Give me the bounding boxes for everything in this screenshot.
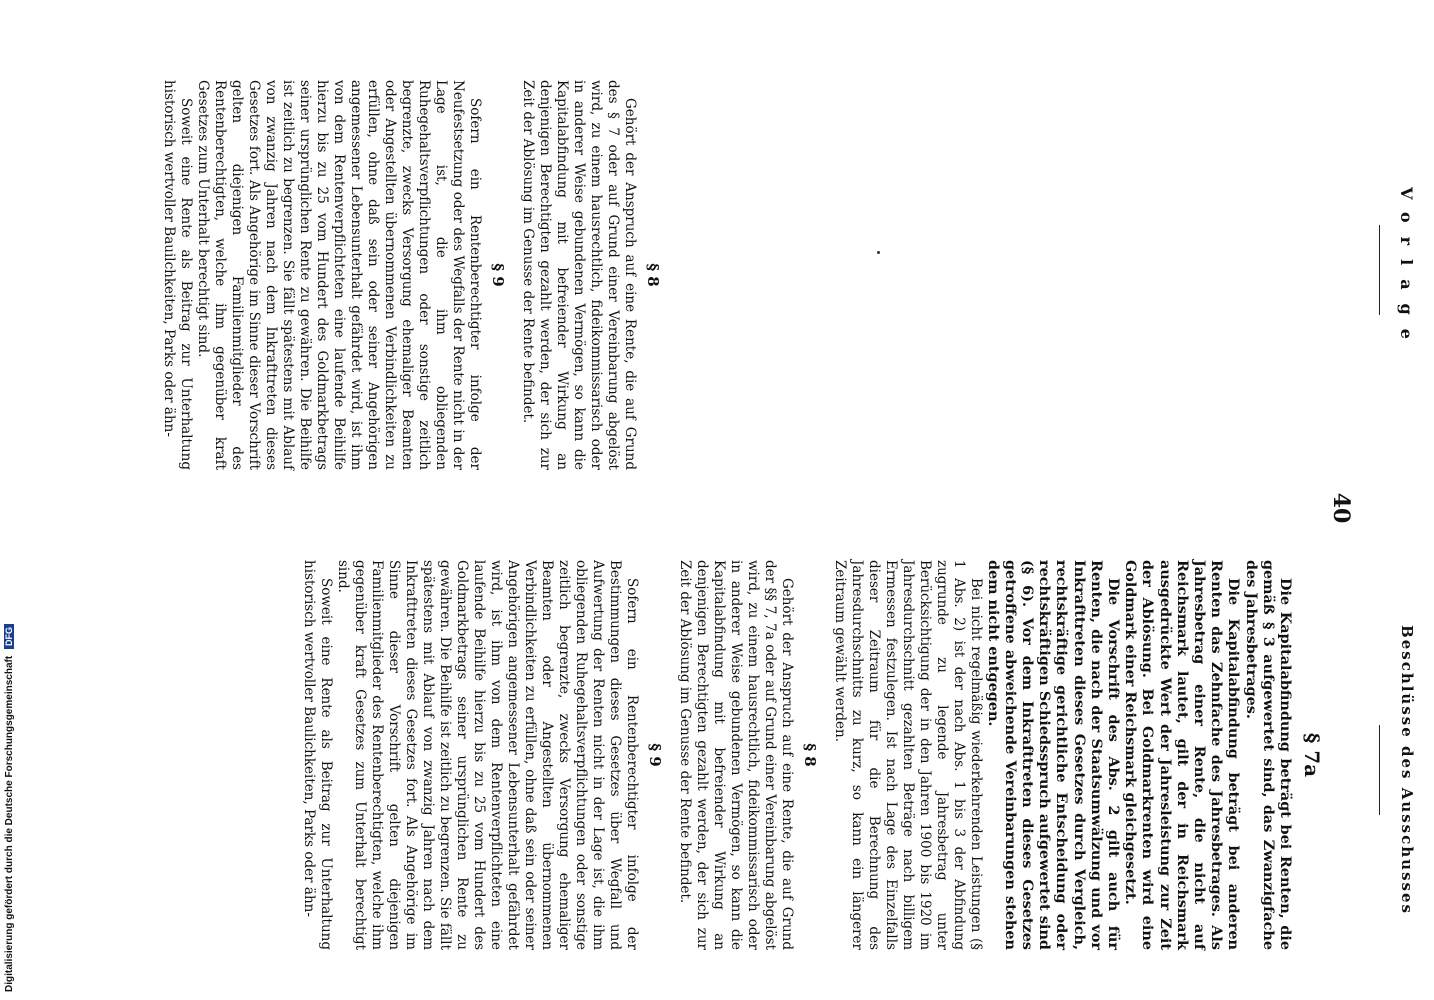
right-s7a-heading: § 7a: [1300, 732, 1324, 778]
left-s9-continuation: Soweit eine Rente als Beitrag zur Unterhaltung historisch wertvoller Bauilchkeiten, Parks oder ähn-: [161, 80, 194, 470]
digitization-footer: [4, 624, 15, 992]
scan-speck: [877, 251, 880, 254]
footer-text: Digitalisierung gefördert durch die Deutsche Forschungsgemeinschaft: [4, 655, 15, 992]
header-right-rule: [1379, 725, 1380, 815]
right-s7a-p3: Die Vorschrift des Abs. 2 gilt auch für Renten, die nach der Staatsumwälzung und vor Inkrafttreten dieses Gesetzes durch Vergleich, rechtskräftige gerichtliche Entscheidung oder rechtskräftigen Schiedsspruch aufgewertet sind (§ 6). Vor dem Inkrafttreten dieses Gesetzes getroffene abweichende Vereinbarungen stehen dem nicht entgegen.: [984, 560, 1122, 950]
left-s9-heading: § 9: [489, 263, 507, 287]
right-s8-text: Gehört der Anspruch auf eine Rente, die auf Grund der §§ 7, 7a oder auf Grund einer Vereinbarung abgelöst wird, zu einem hausrechtlich, fideikommissarisch oder in anderer Weise gebundenen Vermögen, so kann die Kapitalabfindung mit befreiender Wirkung an denjenigen Berechtigten gezahlt werden, der sich zur Zeit der Ablösung im Genusse der Rente befindet.: [677, 560, 796, 950]
right-s8-heading: § 8: [801, 743, 820, 767]
right-s9-text: Sofern ein Rentenberechtigter infolge der Bestimmungen dieses Gesetzes über Wegfall und Aufwertung der Renten nicht in der Lage ist, die ihm obliegenden Ruhegehaltsverpflichtungen oder sonstige zeitlich begrenzte, zwecks Versorgung ehemaliger Beamten oder Angestellten übernommenen Verbindlichkeiten zu erfüllen, ohne daß sein oder seiner Angehörigen angemessener Lebensunterhalt gefährdet wird, ist ihm von dem Rentenverpflichteten eine laufende Beihilfe hierzu bis zu 25 vom Hundert des Goldmarkbetrags seiner ursprünglichen Rente zu gewähren. Die Beihilfe ist zeitlich zu begrenzen. Sie fällt spätestens mit Ablauf von zwanzig Jahren nach dem Inkrafttreten dieses Gesetzes fort. Als Angehörige im Sinne dieser Vorschrift gelten diejenigen Familienmitglieder des Rentenberechtigten, welche ihm gegenüber kraft Gesetzes zum Unterhalt berechtigt sind.: [335, 560, 641, 950]
left-s8-heading: § 8: [644, 263, 662, 287]
right-s9-continuation: Soweit eine Rente als Beitrag zur Unterhaltung historisch wertvoller Baulichkeiten, Parks oder ähn-: [301, 560, 335, 950]
page-number: 40: [1328, 492, 1354, 524]
right-s7a-p1: Die Kapitalabfindung beträgt bei Renten, die gemäß § 3 aufgewertet sind, das Zwanzigfache des Jahresbetrages.: [1242, 560, 1294, 950]
left-column: [160, 80, 674, 470]
header-right: Beschlüsse des Ausschusses: [1398, 625, 1416, 915]
right-s7a-p4: Bei nicht regelmäßig wiederkehrenden Leistungen (§ 1 Abs. 2) ist der nach Abs. 1 bis 3 der Abfindung zugrunde zu legende Jahresbetrag unter Berücksichtigung der in den Jahren 1900 bis 1920 im Jahresdurchschnitt gezahlten Beträge nach billigem Ermessen festzulegen. Ist nach Lage des Einzelfalls dieser Zeitraum für die Berechnung des Jahresdurchschnitts zu kurz, so kann ein längerer Zeitraum gewählt werden.: [832, 560, 985, 950]
left-s8-text: Gehört der Anspruch auf eine Rente, die auf Grund des § 7 oder auf Grund einer Vereinbarung abgelöst wird, zu einem hausrechtlich, fideikommissarisch oder in anderer Weise gebundenen Vermögen, so kann die Kapitalabfindung mit befreiender Wirkung an denjenigen Berechtigten gezahlt werden, der sich zur Zeit der Ablösung im Genusse der Rente befindet.: [520, 80, 638, 470]
dfg-logo-icon: DFG: [4, 624, 14, 649]
right-s9-heading: § 9: [646, 743, 665, 767]
header-left-rule: [1379, 225, 1380, 315]
header-left: Vorlage: [1397, 187, 1416, 353]
left-s9-text: Sofern ein Rentenberechtigter infolge der Neufestsetzung oder des Wegfalls der Rente nicht in der Lage ist, die ihm obliegenden Ruhegehaltsverpflichtungen oder sonstige zeitlich begrenzte, zwecks Versorgung ehemaliger Beamten oder Angestellten übernommenen Verbindlichkeiten zu erfüllen, ohne daß sein oder seiner Angehörigen angemessener Lebensunterhalt gefährdet wird, ist ihm von dem Rentenverpflichteten eine laufende Beihilfe hierzu bis zu 25 vom Hundert des Goldmarkbetrags seiner ursprünglichen Rente zu gewähren. Die Beihilfe ist zeitlich zu begrenzen. Sie fällt spätestens mit Ablauf von zwanzig Jahren nach dem Inkrafttreten dieses Gesetzes fort. Als Angehörige im Sinne dieser Vorschrift gelten diejenigen Familienmitglieder des Rentenberechtigten, welche ihm gegenüber kraft Gesetzes zum Unterhalt berechtigt sind.: [195, 80, 483, 470]
right-column: [300, 560, 1334, 950]
right-s7a-p2: Die Kapitalabfindung beträgt bei anderen Renten das Zehnfache des Jahresbetrages. Als Jahresbetrag einer Rente, die nicht auf Reichsmark lautet, gilt der in Reichsmark ausgedrückte Wert der Jahresleistung zur Zeit der Ablösung. Bei Goldmarkrenten wird eine Goldmark einer Reichsmark gleichgesetzt.: [1122, 560, 1243, 950]
